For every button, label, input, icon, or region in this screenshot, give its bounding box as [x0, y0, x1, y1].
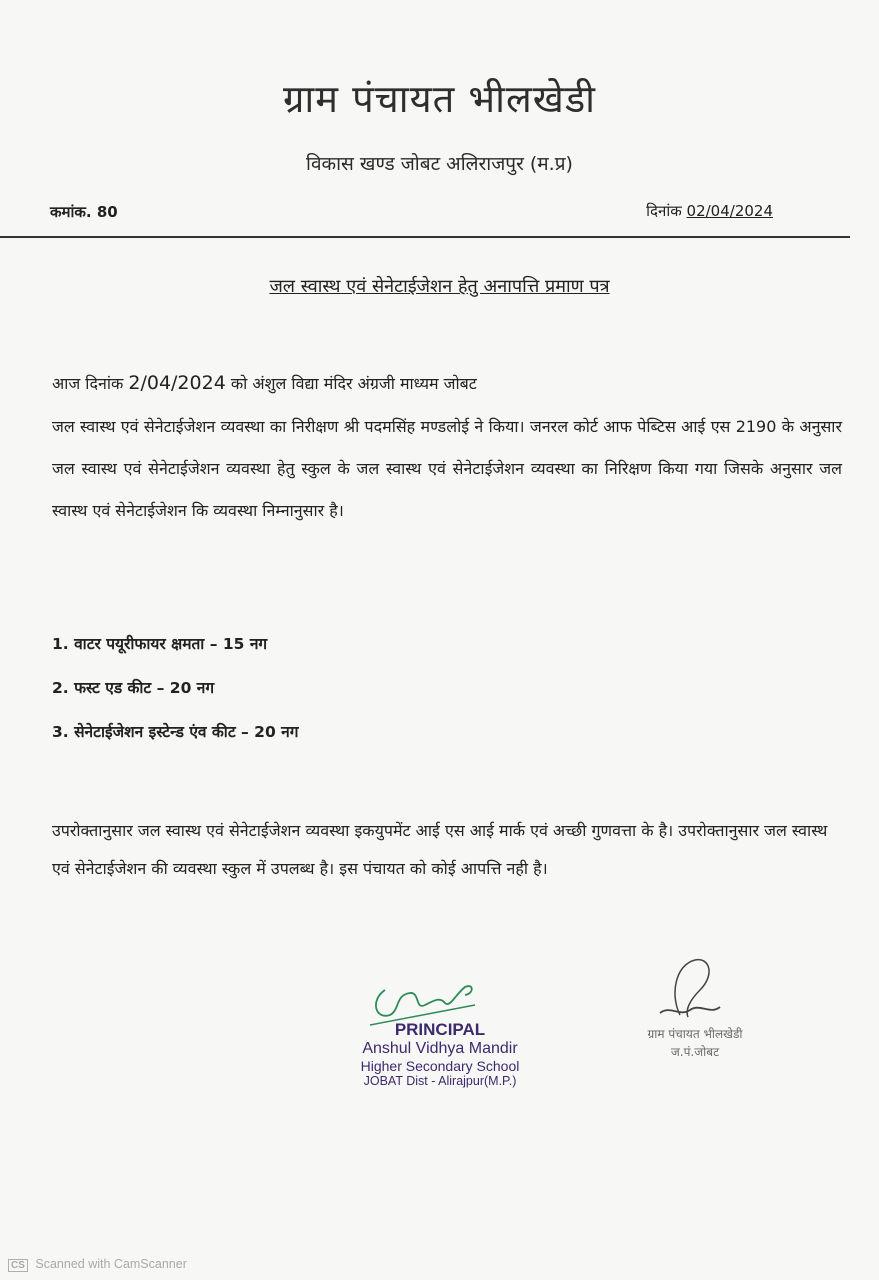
- intro-start: आज दिनांक: [52, 374, 124, 393]
- intro-date: 2/04/2024: [128, 372, 226, 394]
- letterhead-subtitle: विकास खण्ड जोबट अलिराजपुर (म.प्र): [306, 153, 573, 175]
- intro-end: को अंशुल विद्या मंदिर अंग्रजी माध्यम जोबट: [230, 374, 477, 393]
- reference-number: कमांक. 80: [50, 203, 118, 221]
- intro-paragraph: [52, 362, 842, 405]
- list-item: 1. वाटर पयूरीफायर क्षमता – 15 नग: [52, 635, 268, 653]
- header-divider: [0, 236, 850, 238]
- letterhead-title: ग्राम पंचायत भीलखेडी: [283, 77, 596, 121]
- date-label: दिनांक: [646, 202, 682, 220]
- sarpanch-stamp: [615, 1025, 775, 1061]
- camscanner-footer: [8, 1257, 187, 1272]
- equipment-list: [52, 622, 298, 754]
- sarpanch-signature: [640, 955, 740, 1029]
- date-value: 02/04/2024: [686, 202, 773, 220]
- list-item: 2. फस्ट एड कीट – 20 नग: [52, 679, 215, 697]
- school-address: JOBAT Dist - Alirajpur(M.P.): [363, 1074, 517, 1088]
- school-type: Higher Secondary School: [360, 1058, 520, 1074]
- inspection-paragraph: जल स्वास्थ एवं सेनेटाईजेशन व्यवस्था का निरीक्षण श्री पदमसिंह मण्डलोई ने किया। जनरल कोर्ट आफ पेब्टिस आई एस 2190 के अनुसार जल स्वास्थ एवं सेनेटाईजेशन व्यवस्था हेतु स्कुल के जल स्वास्थ एवं सेनेटाईजेशन व्यवस्था का निरिक्षण किया गया जिसके अनुसार जल स्वास्थ एवं सेनेटाईजेशन कि व्यवस्था निम्नानुसार है।: [52, 417, 842, 520]
- camscanner-text: Scanned with CamScanner: [35, 1257, 187, 1271]
- school-name: Anshul Vidhya Mandir: [362, 1040, 518, 1057]
- camscanner-logo-icon: CS: [8, 1259, 28, 1272]
- certificate-heading: जल स्वास्थ एवं सेनेटाईजेशन हेतु अनापत्ति प्रमाण पत्र: [269, 276, 610, 297]
- document-date: [646, 201, 773, 221]
- principal-stamp: [330, 1020, 550, 1088]
- principal-title: PRINCIPAL: [394, 1020, 486, 1039]
- list-item: 3. सेनेटाईजेशन इस्टेन्ड एंव कीट – 20 नग: [52, 723, 299, 741]
- stamp-line-2: ज.पं.जोबट: [670, 1045, 720, 1059]
- conclusion-paragraph: उपरोक्तानुसार जल स्वास्थ एवं सेनेटाईजेशन व्यवस्था इकयुपमेंट आई एस आई मार्क एवं अच्छी गुणवत्ता के है। उपरोक्तानुसार जल स्वास्थ एवं सेनेटाईजेशन की व्यवस्था स्कुल में उपलब्ध है। इस पंचायत को कोई आपत्ति नही है।: [52, 821, 828, 878]
- stamp-line-1: ग्राम पंचायत भीलखेडी: [647, 1027, 743, 1041]
